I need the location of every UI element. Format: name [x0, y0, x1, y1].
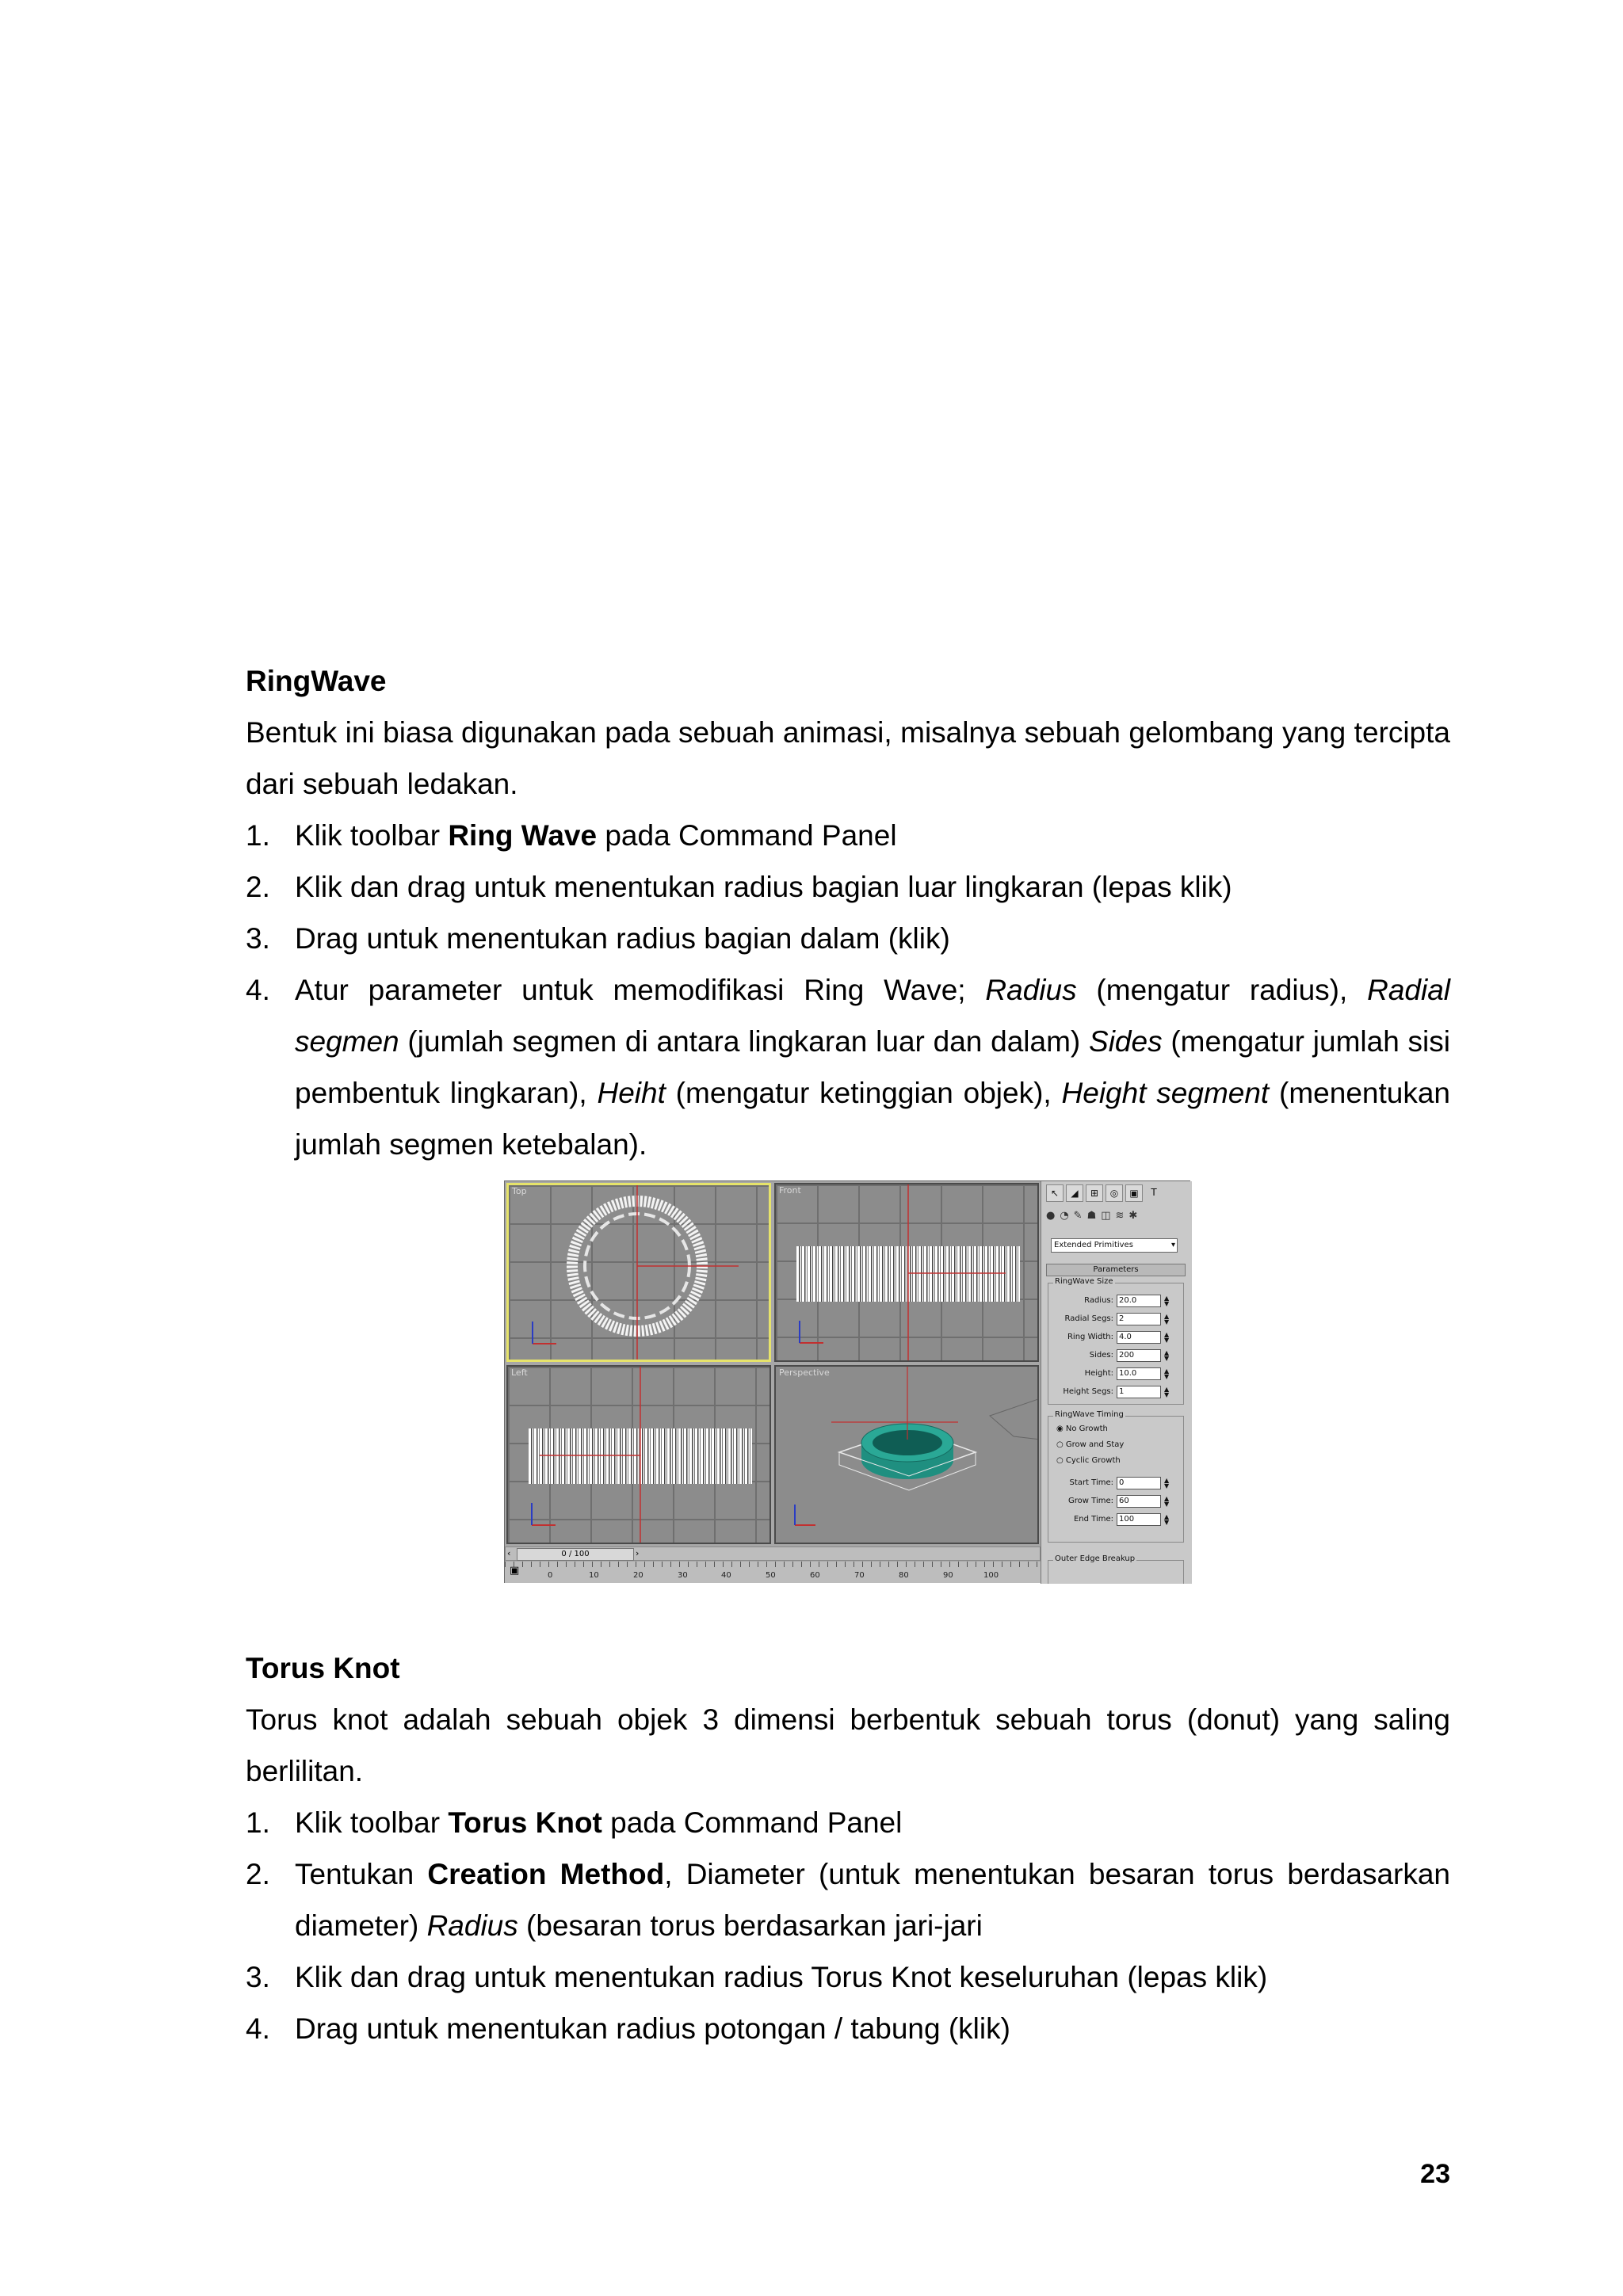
- param-row: Sides: 200 ▲ ▼: [1089, 1349, 1170, 1362]
- param-row: Start Time: 0 ▲ ▼: [1069, 1477, 1170, 1489]
- outer-edge-breakup-group: Outer Edge Breakup: [1048, 1560, 1184, 1584]
- spinner-icon[interactable]: ▲ ▼: [1164, 1386, 1170, 1398]
- section-intro: Bentuk ini biasa digunakan pada sebuah animasi, misalnya sebuah gelombang yang tercipta dari sebuah ledakan.: [246, 716, 1450, 800]
- spinner-icon[interactable]: ▲ ▼: [1164, 1367, 1170, 1380]
- create-tab-icon[interactable]: ↖: [1046, 1184, 1064, 1202]
- tick-label: 0: [548, 1571, 553, 1580]
- ringwave-top-view: [509, 1185, 771, 1362]
- chevron-down-icon: ▾: [1170, 1241, 1175, 1249]
- ringwave-timing-group: RingWave Timing ◉ No Growth ○ Grow and Stay ○ Cyclic Growth Start Time: 0 ▲ ▼ Grow Time: 60 ▲ ▼ End Time: 100 ▲ ▼: [1048, 1416, 1184, 1543]
- tick-label: 100: [983, 1571, 999, 1580]
- spinner-icon[interactable]: ▲ ▼: [1164, 1313, 1170, 1325]
- ringwave-perspective-view: [776, 1367, 1039, 1544]
- list-item: 1. Klik toolbar Torus Knot pada Command Panel: [246, 1806, 903, 1839]
- height-field[interactable]: 10.0: [1117, 1367, 1161, 1380]
- viewport-label: Perspective: [779, 1367, 830, 1378]
- param-row: Radial Segs: 2 ▲ ▼: [1064, 1313, 1170, 1325]
- command-panel: [1041, 1181, 1192, 1584]
- ringwave-size-group: RingWave Size Radius: 20.0 ▲ ▼ Radial Segs: 2 ▲ ▼ Ring Width: 4.0 ▲ ▼ Sides: 200 ▲ ▼ Height: 10.0 ▲ ▼ Height Segs: 1 ▲ ▼: [1048, 1283, 1184, 1405]
- category-icons[interactable]: ●◔✎☗◫≋✱: [1046, 1210, 1143, 1222]
- param-row: Grow Time: 60 ▲ ▼: [1068, 1495, 1170, 1508]
- ring-width-field[interactable]: 4.0: [1117, 1331, 1161, 1344]
- param-row: Height Segs: 1 ▲ ▼: [1063, 1386, 1170, 1398]
- viewport-label: Front: [779, 1185, 801, 1196]
- ringwave-screenshot: [504, 1180, 1190, 1583]
- end-time-field[interactable]: 100: [1117, 1513, 1161, 1526]
- track-bar-icon[interactable]: ▣: [510, 1565, 520, 1577]
- tick-label: 70: [854, 1571, 865, 1580]
- section-intro: Torus knot adalah sebuah objek 3 dimensi berbentuk sebuah torus (donut) yang saling berlilitan.: [246, 1703, 1450, 1787]
- spinner-icon[interactable]: ▲ ▼: [1164, 1349, 1170, 1362]
- track-bar[interactable]: [505, 1562, 1041, 1583]
- tick-label: 30: [678, 1571, 688, 1580]
- tick-label: 50: [766, 1571, 776, 1580]
- viewport-label: Left: [511, 1367, 528, 1378]
- section-ringwave: [246, 655, 1450, 1170]
- slider-thumb[interactable]: 0 / 100: [517, 1548, 634, 1561]
- grow-time-field[interactable]: 60: [1117, 1495, 1161, 1508]
- spinner-icon[interactable]: ▲ ▼: [1164, 1513, 1170, 1526]
- tick-label: 40: [721, 1571, 731, 1580]
- utilities-tab-icon[interactable]: T: [1151, 1187, 1157, 1198]
- param-row: Height: 10.0 ▲ ▼: [1084, 1367, 1170, 1380]
- height-segs-field[interactable]: 1: [1117, 1386, 1161, 1398]
- spinner-icon[interactable]: ▲ ▼: [1164, 1295, 1170, 1307]
- list-item: 4. Drag untuk menentukan radius potongan / tabung (klik): [246, 2012, 1010, 2045]
- start-time-field[interactable]: 0: [1117, 1477, 1161, 1489]
- section-title: Torus Knot: [246, 1652, 400, 1684]
- spinner-icon[interactable]: ▲ ▼: [1164, 1331, 1170, 1344]
- display-tab-icon[interactable]: ▣: [1125, 1184, 1143, 1202]
- sides-field[interactable]: 200: [1117, 1349, 1161, 1362]
- radial-segs-field[interactable]: 2: [1117, 1313, 1161, 1325]
- tick-label: 90: [943, 1571, 953, 1580]
- ringwave-left-view: [508, 1367, 771, 1544]
- tick-label: 80: [899, 1571, 909, 1580]
- time-slider[interactable]: [505, 1547, 1041, 1561]
- steps-list: [246, 810, 1450, 1170]
- radius-field[interactable]: 20.0: [1117, 1295, 1161, 1307]
- primitive-type-dropdown[interactable]: Extended Primitives ▾: [1051, 1238, 1178, 1253]
- steps-list: [246, 1797, 1450, 2054]
- parameters-rollout[interactable]: Parameters: [1046, 1264, 1186, 1276]
- viewport-perspective[interactable]: [774, 1365, 1039, 1544]
- list-item: 1. Klik toolbar Ring Wave pada Command Panel: [246, 819, 897, 852]
- list-item: 2. Klik dan drag untuk menentukan radius bagian luar lingkaran (lepas klik): [246, 871, 1232, 903]
- param-row: End Time: 100 ▲ ▼: [1073, 1513, 1170, 1526]
- param-row: Ring Width: 4.0 ▲ ▼: [1067, 1331, 1170, 1344]
- viewport-label: Top: [512, 1186, 527, 1196]
- viewport-front[interactable]: [774, 1183, 1039, 1362]
- ringwave-front-view: [776, 1184, 1039, 1362]
- slider-prev-icon[interactable]: ‹: [507, 1548, 511, 1558]
- spinner-icon[interactable]: ▲ ▼: [1164, 1495, 1170, 1508]
- viewport-top[interactable]: [506, 1183, 771, 1362]
- tick-label: 20: [633, 1571, 643, 1580]
- slider-next-icon[interactable]: ›: [636, 1548, 640, 1558]
- list-item: 3. Klik dan drag untuk menentukan radius Torus Knot keseluruhan (lepas klik): [246, 1961, 1268, 1993]
- param-row: Radius: 20.0 ▲ ▼: [1084, 1295, 1170, 1307]
- motion-tab-icon[interactable]: ◎: [1106, 1184, 1123, 1202]
- section-title: RingWave: [246, 665, 387, 697]
- list-item: 4. Atur parameter untuk memodifikasi Ring Wave; Radius (mengatur radius), Radial segmen (jumlah segmen di antara lingkaran luar dan dalam) Sides (mengatur jumlah sisi pembentuk lingkaran), Heiht (mengatur ketinggian objek), Height segment (menentukan jumlah segmen ketebalan).: [246, 974, 1450, 1161]
- tick-label: 10: [589, 1571, 599, 1580]
- list-item: 2. Tentukan Creation Method, Diameter (untuk menentukan besaran torus berdasarkan diameter) Radius (besaran torus berdasarkan jari-jari: [246, 1858, 1451, 1942]
- spinner-icon[interactable]: ▲ ▼: [1164, 1477, 1170, 1489]
- viewport-left[interactable]: [506, 1365, 771, 1544]
- hierarchy-tab-icon[interactable]: ⊞: [1086, 1184, 1103, 1202]
- modify-tab-icon[interactable]: ◢: [1066, 1184, 1083, 1202]
- tick-label: 60: [810, 1571, 820, 1580]
- list-item: 3. Drag untuk menentukan radius bagian dalam (klik): [246, 922, 950, 955]
- radio-grow-and-stay[interactable]: ○ Grow and Stay: [1056, 1440, 1125, 1449]
- radio-no-growth[interactable]: ◉ No Growth: [1056, 1425, 1108, 1433]
- page-number: 23: [1420, 2159, 1450, 2189]
- section-torus-knot: [246, 1642, 1450, 2054]
- radio-cyclic-growth[interactable]: ○ Cyclic Growth: [1056, 1456, 1121, 1465]
